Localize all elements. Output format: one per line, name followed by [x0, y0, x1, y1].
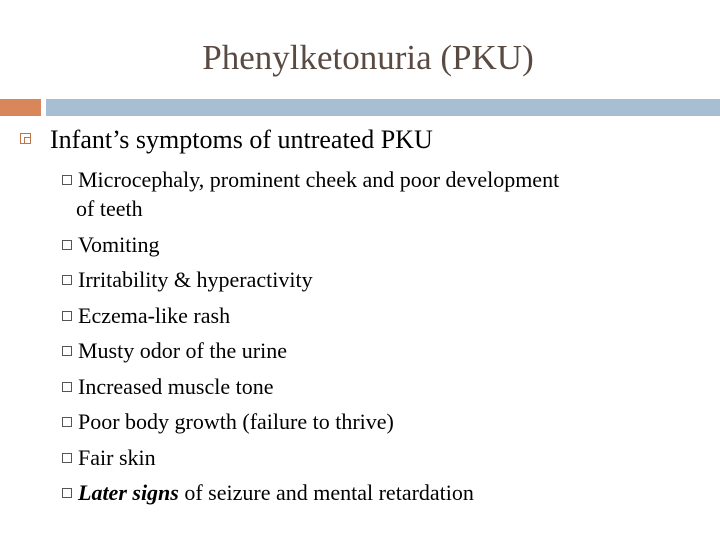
list-item-text: Poor body growth (failure to thrive) — [78, 409, 394, 434]
list-item — [62, 336, 702, 365]
list-item-text: Fair skin — [78, 445, 156, 470]
list-item-text: of seizure and mental retardation — [178, 480, 474, 505]
main-bullet-text: Infant’s symptoms of untreated PKU — [50, 125, 433, 154]
checkbox-bullet-icon — [62, 175, 72, 185]
list-item — [62, 265, 702, 294]
list-item-text: Increased muscle tone — [78, 374, 274, 399]
square-bullet-icon — [20, 133, 31, 144]
list-item — [62, 372, 702, 401]
checkbox-bullet-icon — [62, 275, 72, 285]
checkbox-bullet-icon — [62, 311, 72, 321]
list-item-text-continued: of teeth — [76, 196, 143, 221]
list-item — [62, 230, 702, 259]
slide-title: Phenylketonuria (PKU) — [202, 38, 534, 77]
checkbox-bullet-icon — [62, 240, 72, 250]
checkbox-bullet-icon — [62, 488, 72, 498]
list-item — [62, 165, 702, 223]
list-item-text: Irritability & hyperactivity — [78, 267, 313, 292]
list-item — [62, 443, 702, 472]
list-item-emphasis: Later signs — [78, 480, 179, 505]
checkbox-bullet-icon — [62, 417, 72, 427]
checkbox-bullet-icon — [62, 382, 72, 392]
list-item-text: Eczema-like rash — [78, 303, 231, 328]
list-item — [62, 478, 702, 507]
list-item-text: Musty odor of the urine — [78, 338, 287, 363]
checkbox-bullet-icon — [62, 453, 72, 463]
list-item-text: Microcephaly, prominent cheek and poor development — [78, 167, 560, 192]
list-item-text: Vomiting — [78, 232, 160, 257]
checkbox-bullet-icon — [62, 346, 72, 356]
list-item — [62, 407, 702, 436]
list-item — [62, 301, 702, 330]
